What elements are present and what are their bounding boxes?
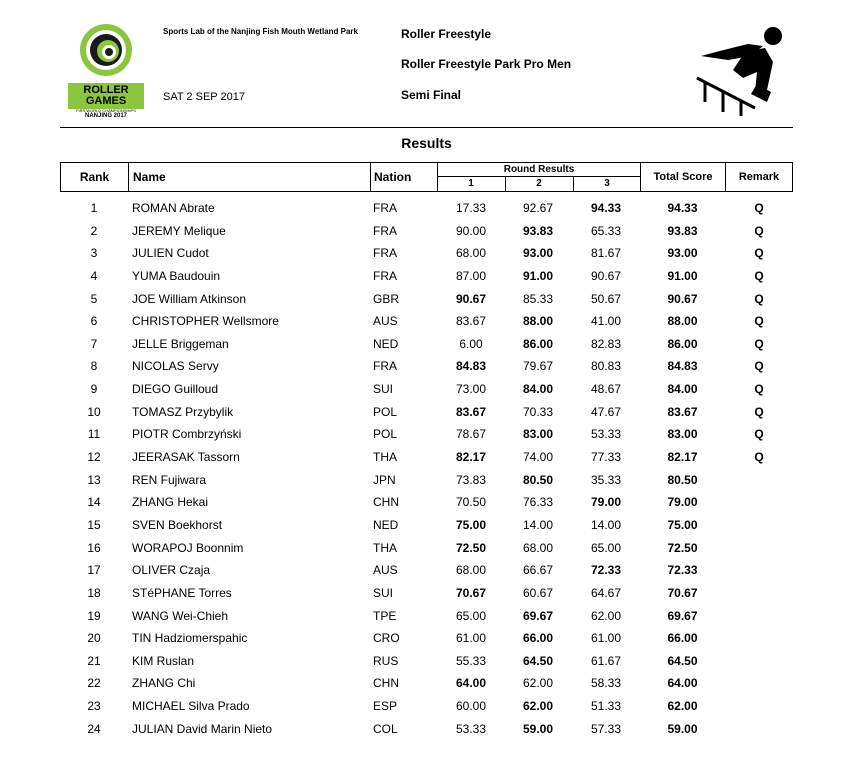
remark-cell: Q	[754, 450, 764, 465]
rank-cell: 19	[87, 608, 101, 623]
round2-cell: 59.00	[522, 721, 554, 736]
round1-cell: 73.00	[455, 382, 487, 397]
rank-cell: 15	[87, 517, 101, 532]
round2-cell: 88.00	[522, 314, 554, 329]
round2-cell: 64.50	[522, 653, 554, 668]
rank-cell: 12	[87, 450, 101, 465]
round3-cell: 41.00	[590, 314, 622, 329]
round3-cell: 57.33	[590, 721, 622, 736]
total-score-cell: 72.33	[667, 563, 698, 578]
total-score-cell: 93.00	[667, 246, 698, 261]
total-score-cell: 83.67	[667, 404, 698, 419]
roller-freestyle-pictogram	[693, 22, 788, 117]
round2-cell: 80.50	[522, 472, 554, 487]
table-row	[60, 582, 793, 605]
nation-cell: CRO	[373, 631, 400, 646]
table-row	[60, 197, 793, 220]
name-cell: WORAPOJ Boonnim	[132, 540, 244, 555]
round2-cell: 69.67	[522, 608, 554, 623]
remark-cell: Q	[754, 246, 764, 261]
rank-cell: 22	[87, 676, 101, 691]
round1-cell: 65.00	[455, 608, 487, 623]
total-score-cell: 62.00	[667, 699, 698, 714]
round3-cell: 14.00	[590, 517, 622, 532]
round3-cell: 51.33	[590, 699, 622, 714]
col-name-label: Name	[133, 170, 166, 184]
total-score-cell: 84.00	[667, 382, 698, 397]
round1-cell: 61.00	[455, 631, 487, 646]
venue-name: Sports Lab of the Nanjing Fish Mouth Wetland Park	[163, 27, 358, 36]
col-round-results-header	[437, 162, 641, 192]
rank-cell: 1	[90, 201, 98, 215]
round2-cell: 68.00	[522, 540, 554, 555]
nation-cell: POL	[373, 404, 398, 419]
round2-cell: 93.83	[522, 223, 554, 238]
round3-cell: 90.67	[590, 268, 622, 283]
table-row	[60, 491, 793, 514]
name-cell: JOE William Atkinson	[132, 291, 247, 306]
rank-cell: 16	[87, 540, 101, 555]
rank-cell: 11	[87, 427, 101, 442]
name-cell: SVEN Boekhorst	[132, 517, 223, 532]
rank-cell: 14	[87, 495, 101, 510]
remark-cell: Q	[754, 201, 764, 215]
table-row	[60, 627, 793, 650]
remark-cell: Q	[754, 359, 764, 374]
nation-cell: THA	[373, 450, 397, 465]
nation-cell: COL	[373, 721, 398, 736]
round2-cell: 93.00	[522, 246, 554, 261]
round2-cell: 86.00	[522, 336, 554, 351]
table-row	[60, 242, 793, 265]
round3-cell: 48.67	[590, 382, 622, 397]
round2-cell: 66.00	[522, 631, 554, 646]
round2-label: 2	[536, 178, 542, 189]
name-cell: JEERASAK Tassorn	[132, 450, 240, 465]
rank-cell: 7	[90, 336, 98, 351]
nation-cell: TPE	[373, 608, 397, 623]
name-cell: JULIAN David Marin Nieto	[132, 721, 273, 736]
nation-cell: GBR	[373, 291, 400, 306]
table-row	[60, 650, 793, 673]
round3-cell: 65.33	[590, 223, 622, 238]
table-row	[60, 718, 793, 741]
round1-cell: 84.83	[455, 359, 487, 374]
rank-cell: 13	[87, 472, 101, 487]
table-row	[60, 423, 793, 446]
round1-cell: 75.00	[455, 517, 487, 532]
round3-cell: 53.33	[590, 427, 622, 442]
name-cell: REN Fujiwara	[132, 472, 207, 487]
round1-cell: 70.67	[455, 585, 487, 600]
name-cell: MICHAEL Silva Prado	[132, 699, 250, 714]
round2-cell: 62.00	[522, 699, 554, 714]
col-nation-header	[370, 162, 438, 192]
round3-cell: 61.67	[590, 653, 622, 668]
table-row	[60, 672, 793, 695]
name-cell: NICOLAS Servy	[132, 359, 219, 374]
nation-cell: AUS	[373, 314, 398, 329]
round3-cell: 61.00	[590, 631, 622, 646]
round2-cell: 76.33	[522, 495, 554, 510]
table-row	[60, 559, 793, 582]
round3-label: 3	[604, 178, 610, 189]
round1-cell: 64.00	[455, 676, 487, 691]
total-score-cell: 84.83	[667, 359, 698, 374]
logo-subtitle: FIRS WORLD CHAMPIONSHIPS	[76, 108, 136, 113]
name-cell: JELLE Briggeman	[132, 336, 229, 351]
remark-cell: Q	[754, 404, 764, 419]
name-cell: CHRISTOPHER Wellsmore	[132, 314, 279, 329]
table-row	[60, 514, 793, 537]
round1-cell: 90.67	[455, 291, 487, 306]
total-score-cell: 72.50	[667, 540, 698, 555]
round1-cell: 60.00	[455, 699, 487, 714]
round1-cell: 83.67	[455, 314, 487, 329]
results-table-body	[60, 197, 793, 740]
remark-cell: Q	[754, 382, 764, 397]
round3-cell: 62.00	[590, 608, 622, 623]
name-cell: TOMASZ Przybylik	[132, 404, 234, 419]
total-score-cell: 88.00	[667, 314, 698, 329]
nation-cell: SUI	[373, 585, 394, 600]
round1-cell: 68.00	[455, 563, 487, 578]
remark-cell: Q	[754, 336, 764, 351]
rank-cell: 5	[90, 291, 98, 306]
round3-cell: 81.67	[590, 246, 622, 261]
sport-name: Roller Freestyle	[401, 27, 492, 41]
nation-cell: CHN	[373, 495, 399, 510]
rank-cell: 23	[87, 699, 101, 714]
total-score-cell: 70.67	[667, 585, 698, 600]
total-score-cell: 93.83	[667, 223, 698, 238]
total-score-cell: 69.67	[667, 608, 698, 623]
round3-cell: 64.67	[590, 585, 622, 600]
total-score-cell: 91.00	[667, 268, 698, 283]
nation-cell: JPN	[373, 472, 396, 487]
name-cell: YUMA Baudouin	[132, 268, 221, 283]
remark-cell: Q	[754, 291, 764, 306]
logo-line1: ROLLER	[83, 84, 129, 96]
remark-cell: Q	[754, 314, 764, 329]
round1-cell: 78.67	[455, 427, 487, 442]
round3-cell: 35.33	[590, 472, 622, 487]
col-rank-header	[60, 162, 129, 192]
nation-cell: FRA	[373, 268, 397, 283]
nation-cell: FRA	[373, 359, 397, 374]
name-cell: ZHANG Hekai	[132, 495, 209, 510]
round1-label: 1	[468, 178, 474, 189]
table-row	[60, 220, 793, 243]
round2-cell: 85.33	[522, 291, 554, 306]
round3-cell: 72.33	[590, 563, 622, 578]
name-cell: WANG Wei-Chieh	[132, 608, 229, 623]
table-row	[60, 265, 793, 288]
rank-cell: 17	[87, 563, 101, 578]
round2-cell: 66.67	[522, 563, 554, 578]
total-score-cell: 82.17	[667, 450, 698, 465]
table-row	[60, 288, 793, 311]
round1-cell: 87.00	[455, 268, 487, 283]
phase-name: Semi Final	[401, 88, 462, 102]
round1-cell: 82.17	[455, 450, 487, 465]
total-score-cell: 90.67	[667, 291, 698, 306]
table-row	[60, 537, 793, 560]
table-row	[60, 446, 793, 469]
name-cell: JEREMY Melique	[132, 223, 226, 238]
table-row	[60, 605, 793, 628]
total-score-cell: 79.00	[667, 495, 698, 510]
remark-cell: Q	[754, 268, 764, 283]
round2-cell: 92.67	[522, 201, 554, 215]
page-title: Results	[401, 135, 452, 151]
roller-games-logo	[66, 20, 146, 120]
round2-cell: 91.00	[522, 268, 554, 283]
logo-city: NANJING 2017	[84, 113, 128, 119]
round3-cell: 82.83	[590, 336, 622, 351]
table-row	[60, 355, 793, 378]
col-rank-label: Rank	[79, 170, 110, 184]
nation-cell: FRA	[373, 223, 397, 238]
round1-cell: 90.00	[455, 223, 487, 238]
round2-cell: 79.67	[522, 359, 554, 374]
name-cell: JULIEN Cudot	[132, 246, 209, 261]
total-score-cell: 64.00	[667, 676, 698, 691]
name-cell: STéPHANE Torres	[132, 585, 232, 600]
name-cell: ZHANG Chi	[132, 676, 196, 691]
logo-line2: GAMES	[85, 95, 127, 107]
name-cell: PIOTR Combrzyński	[132, 427, 242, 442]
rank-cell: 2	[90, 223, 98, 238]
nation-cell: AUS	[373, 563, 398, 578]
round2-cell: 14.00	[522, 517, 554, 532]
round3-cell: 50.67	[590, 291, 622, 306]
round2-cell: 74.00	[522, 450, 554, 465]
nation-cell: SUI	[373, 382, 394, 397]
col-total-label: Total Score	[653, 171, 713, 183]
total-score-cell: 64.50	[667, 653, 698, 668]
rank-cell: 4	[90, 268, 98, 283]
rank-cell: 24	[87, 721, 101, 736]
round1-cell: 83.67	[455, 404, 487, 419]
col-remark-label: Remark	[738, 171, 780, 183]
round3-cell: 94.33	[590, 201, 622, 215]
round2-cell: 62.00	[522, 676, 554, 691]
col-total-header	[640, 162, 726, 192]
round3-cell: 80.83	[590, 359, 622, 374]
nation-cell: FRA	[373, 201, 397, 215]
round3-cell: 65.00	[590, 540, 622, 555]
round3-cell: 58.33	[590, 676, 622, 691]
total-score-cell: 94.33	[667, 201, 698, 215]
event-name: Roller Freestyle Park Pro Men	[401, 57, 572, 71]
name-cell: OLIVER Czaja	[132, 563, 211, 578]
total-score-cell: 80.50	[667, 472, 698, 487]
table-row	[60, 333, 793, 356]
table-row	[60, 695, 793, 718]
name-cell: DIEGO Guilloud	[132, 382, 219, 397]
nation-cell: FRA	[373, 246, 397, 261]
rank-cell: 10	[87, 404, 101, 419]
rank-cell: 21	[87, 653, 101, 668]
total-score-cell: 75.00	[667, 517, 698, 532]
rank-cell: 3	[90, 246, 98, 261]
skater-icon	[693, 22, 788, 117]
event-date: SAT 2 SEP 2017	[163, 91, 245, 103]
round1-cell: 55.33	[455, 653, 487, 668]
nation-cell: CHN	[373, 676, 399, 691]
round2-cell: 70.33	[522, 404, 554, 419]
nation-cell: NED	[373, 336, 399, 351]
total-score-cell: 86.00	[667, 336, 698, 351]
round2-cell: 60.67	[522, 585, 554, 600]
round1-cell: 17.33	[455, 201, 487, 215]
header-divider	[60, 127, 793, 128]
round-results-label: Round Results	[503, 164, 575, 175]
rank-cell: 9	[90, 382, 98, 397]
rank-cell: 20	[87, 631, 101, 646]
name-cell: KIM Ruslan	[132, 653, 195, 668]
table-row	[60, 378, 793, 401]
remark-cell: Q	[754, 223, 764, 238]
name-cell: TIN Hadziomerspahic	[132, 631, 248, 646]
round3-cell: 47.67	[590, 404, 622, 419]
nation-cell: RUS	[373, 653, 399, 668]
table-row	[60, 469, 793, 492]
remark-cell: Q	[754, 427, 764, 442]
rank-cell: 8	[90, 359, 98, 374]
col-name-header	[128, 162, 371, 192]
total-score-cell: 83.00	[667, 427, 698, 442]
table-row	[60, 401, 793, 424]
nation-cell: NED	[373, 517, 399, 532]
round1-cell: 72.50	[455, 540, 487, 555]
nation-cell: THA	[373, 540, 397, 555]
round2-cell: 83.00	[522, 427, 554, 442]
round1-cell: 6.00	[459, 336, 483, 351]
nation-cell: ESP	[373, 699, 398, 714]
total-score-cell: 66.00	[667, 631, 698, 646]
round1-cell: 70.50	[455, 495, 487, 510]
rank-cell: 6	[90, 314, 98, 329]
round2-cell: 84.00	[522, 382, 554, 397]
table-row	[60, 310, 793, 333]
name-cell: ROMAN Abrate	[132, 201, 215, 215]
round1-cell: 73.83	[455, 472, 487, 487]
round1-cell: 53.33	[455, 721, 487, 736]
round1-cell: 68.00	[455, 246, 487, 261]
col-remark-header	[725, 162, 793, 192]
rank-cell: 18	[87, 585, 101, 600]
col-nation-label: Nation	[374, 170, 412, 184]
nation-cell: POL	[373, 427, 398, 442]
table-header	[60, 162, 793, 192]
total-score-cell: 59.00	[667, 721, 698, 736]
round3-cell: 79.00	[590, 495, 622, 510]
round3-cell: 77.33	[590, 450, 622, 465]
